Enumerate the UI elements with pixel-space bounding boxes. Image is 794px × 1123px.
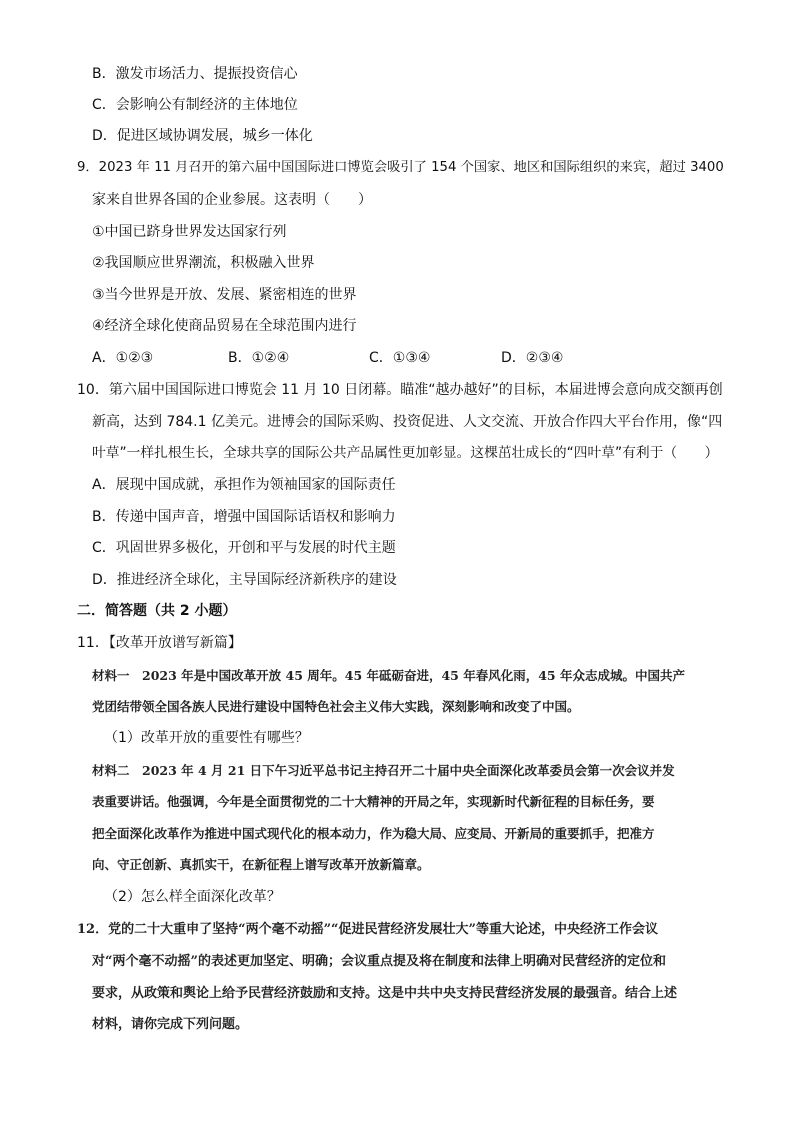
q9-option-c: C．①③④ bbox=[369, 350, 431, 366]
q9-item-2: ②我国顺应世界潮流，积极融入世界 bbox=[92, 255, 315, 271]
q8-option-c: C．会影响公有制经济的主体地位 bbox=[92, 97, 298, 113]
q10-option-b: B．传递中国声音，增强中国国际话语权和影响力 bbox=[92, 509, 396, 525]
q9-stem-line2: 家来自世界各国的企业参展。这表明（ ） bbox=[92, 192, 372, 208]
q11-material2-line4: 向、守正创新、真抓实干，在新征程上谱写改革开放新篇章。 bbox=[92, 857, 430, 872]
q9-option-a: A．①②③ bbox=[92, 350, 154, 366]
q9-option-d: D．②③④ bbox=[501, 350, 564, 366]
q11-material2-line2: 表重要讲话。他强调，今年是全面贯彻党的二十大精神的开局之年，实现新时代新征程的目标任务，要 bbox=[92, 794, 655, 809]
q11-material1-line1: 材料一 2023 年是中国改革开放 45 周年。45 年砥砺奋进，45 年春风化雨，45 年众志成城。中国共产 bbox=[92, 668, 685, 683]
q9-item-3: ③当今世界是开放、发展、紧密相连的世界 bbox=[92, 287, 357, 303]
q11-material1-line2: 党团结带领全国各族人民进行建设中国特色社会主义伟大实践，深刻影响和改变了中国。 bbox=[92, 699, 580, 714]
q8-option-b: B．激发市场活力、提振投资信心 bbox=[92, 66, 298, 82]
q11-sub-question-2: （2）怎么样全面深化改革？ bbox=[104, 889, 281, 905]
q9-item-4: ④经济全球化使商品贸易在全球范围内进行 bbox=[92, 318, 357, 334]
q10-option-c: C．巩固世界多极化，开创和平与发展的时代主题 bbox=[92, 540, 396, 556]
q11-title: 11．【改革开放谱写新篇】 bbox=[77, 635, 242, 651]
q11-material2-line1: 材料二 2023 年 4 月 21 日下午习近平总书记主持召开二十届中央全面深化改革委员会第一次会议并发 bbox=[92, 763, 675, 778]
q10-option-a: A．展现中国成就，承担作为领袖国家的国际责任 bbox=[92, 477, 396, 493]
q10-stem-line3: 叶草”一样扎根生长，全球共享的国际公共产品属性更加彰显。这棵茁壮成长的“四叶草”有利于（ ） bbox=[92, 445, 719, 461]
q12-line1: 12．党的二十大重申了坚持“两个毫不动摇”“促进民营经济发展壮大”等重大论述，中央经济工作会议 bbox=[77, 922, 659, 937]
q11-sub-question-1: （1）改革开放的重要性有哪些？ bbox=[104, 730, 309, 746]
q10-stem-line2: 新高，达到 784.1 亿美元。进博会的国际采购、投资促进、人文交流、开放合作四大平台作用，像“四 bbox=[92, 414, 723, 430]
q9-stem-line1: 9．2023 年 11 月召开的第六届中国国际进口博览会吸引了 154 个国家、地区和国际组织的来宾，超过 3400 bbox=[77, 160, 724, 175]
q8-option-d: D．促进区域协调发展，城乡一体化 bbox=[92, 128, 313, 144]
q12-line3: 要求，从政策和舆论上给予民营经济鼓励和支持。这是中共中央支持民营经济发展的最强音。结合上述 bbox=[92, 986, 678, 1001]
section-title: 二．简答题（共 2 小题） bbox=[77, 603, 237, 619]
q10-option-d: D．推进经济全球化，主导国际经济新秩序的建设 bbox=[92, 572, 397, 588]
q12-line4: 材料，请你完成下列问题。 bbox=[92, 1017, 249, 1032]
q9-item-1: ①中国已跻身世界发达国家行列 bbox=[92, 224, 287, 240]
q11-material2-line3: 把全面深化改革作为推进中国式现代化的根本动力，作为稳大局、应变局、开新局的重要抓手，把准方 bbox=[92, 826, 655, 841]
q12-line2: 对“两个毫不动摇”的表述更加坚定、明确；会议重点提及将在制度和法律上明确对民营经济的定位和 bbox=[92, 954, 666, 969]
q10-stem-line1: 10．第六届中国国际进口博览会 11 月 10 日闭幕。瞄准“越办越好”的目标，本届进博会意向成交额再创 bbox=[77, 382, 723, 398]
q9-option-b: B．①②④ bbox=[228, 350, 290, 366]
